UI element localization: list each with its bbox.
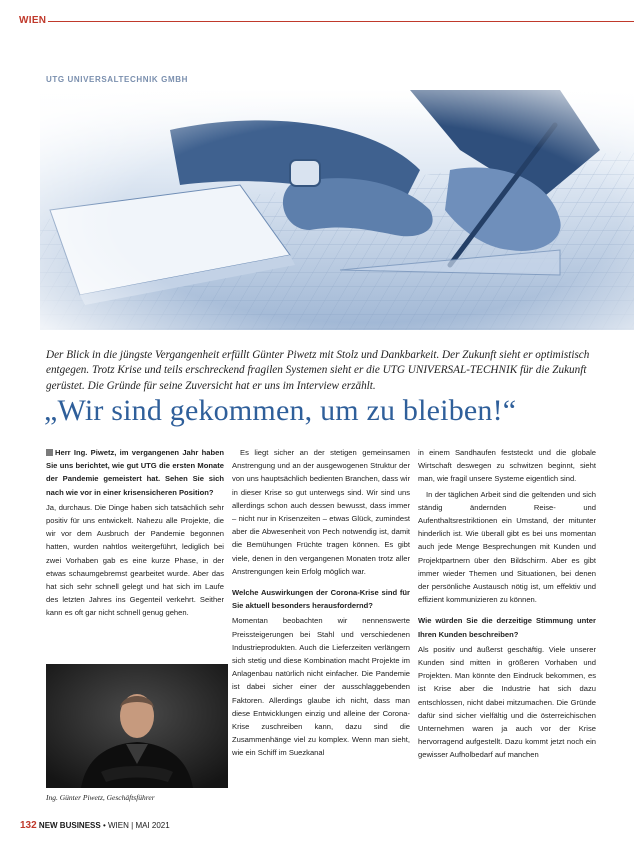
footer-separator: | <box>131 821 134 830</box>
article-lead: Der Blick in die jüngste Vergangenheit erfüllt Günter Piwetz mit Stolz und Dankbarkeit. Der Zukunft sieht er optimistisch entgegen. Trotz Krise und teils erschreckend fragilen Systemen sieht er die UTG UNIVERSAL-TECHNIK für die Zukunft gerüstet. Die Gründe für seine Zuversicht hat er uns im Interview erzählt. <box>46 349 590 392</box>
article-headline: „Wir sind gekommen, um zu bleiben!“ <box>44 394 517 427</box>
footer-issue: MAI 2021 <box>135 821 170 830</box>
start-marker <box>46 449 53 456</box>
section-label: WIEN <box>19 15 47 26</box>
page-number: 132 <box>20 820 37 831</box>
question-3: Wie würden Sie die derzeitige Stimmung unter Ihren Kunden beschreiben? <box>418 616 596 639</box>
text-column-3 <box>418 446 596 764</box>
answer-2: Momentan beobachten wir nennenswerte Preissteigerungen bei Stahl und verschiedenen Industrieprodukten. Auch die Lieferzeiten verlängern sich stetig und diese Kombination macht Projekte im Anlagenbau natürlich nicht einfacher. Die Pandemie ist dabei sicher einer der ausschlaggebenden Faktoren. Allerdings glaube ich nicht, dass man diese Entwicklungen einzig und alleine der Corona-Krise zuschreiben kann, dazu sind die Zusammenhänge viel zu komplex. Wenn man sieht, wie ein Schiff im Suezkanal <box>232 616 410 758</box>
text-column-1 <box>46 446 224 622</box>
section-rule <box>48 21 634 22</box>
hero-illustration <box>40 90 634 330</box>
paragraph: Es liegt sicher an der stetigen gemeinsamen Anstrengung und an der ausgewogenen Struktur der von uns hauptsächlich bedienten Branchen, dass wir in dieser Krise so gut unterwegs sind. Wir sind uns allerdings schon auch dessen bewusst, dass immer – nicht nur in Krisenzeiten – etwas Glück, zumindest aber die Abwesenheit von Pech notwendig ist, damit die Bemühungen Früchte tragen können. Es gibt viele, denen in den vergangenen Monaten trotz aller Anstrengungen kein Erfolg möglich war. <box>232 448 410 576</box>
text-column-2 <box>232 446 410 762</box>
footer-bullet: • <box>102 821 106 830</box>
company-name: UTG UNIVERSALTECHNIK GMBH <box>46 75 188 84</box>
page-footer <box>20 820 170 831</box>
portrait-photo <box>46 664 228 788</box>
answer-1: Ja, durchaus. Die Dinge haben sich tatsächlich sehr positiv für uns entwickelt. Nahezu alle Projekte, die wir vor dem Ausbruch der Pandemie begonnen hatten, wurden nahtlos weitergeführt, lediglich bei zwei Vorhaben gab es eine kurze Phase, in der etwas schaumgebremst gearbeitet wurde. Aber das hat sich sehr schnell gelegt und hat sich im Laufe des letzten Jahres ins Gegenteil verkehrt. Seither kann es oft gar nicht schnell genug gehen. <box>46 502 224 618</box>
answer-3: Als positiv und äußerst geschäftig. Viele unserer Kunden sind mitten in größeren Vorhaben und Projekten. Man könnte den Eindruck bekommen, es ist Krise aber die Industrie hat sich dazu entschlossen, nicht dabei mitzumachen. Die Gründe dafür sind sicher vielfältig und die österreichischen Unternehmen waren ja auch vor der Krise hervorragend aufgestellt. Dazu kommt jetzt noch ein gewisser Aufholbedarf auf manchen <box>418 644 596 760</box>
photo-caption: Ing. Günter Piwetz, Geschäftsführer <box>46 793 155 802</box>
portrait-illustration <box>46 664 228 788</box>
hero-image <box>40 90 634 330</box>
footer-section: WIEN <box>108 821 129 830</box>
magazine-brand: NEW BUSINESS <box>38 821 101 830</box>
question-1 <box>46 446 224 499</box>
paragraph: In der täglichen Arbeit sind die geltenden und sich ständig ändernden Reise- und Aufenthaltsrestriktionen ein Umstand, der mitunter hinderlich ist. Wie überall gibt es bei uns momentan auch jede Menge Besprechungen mit Kunden und Projektpartnern über den Bildschirm. Aber es gibt immer wieder Themen und Situationen, bei denen der persönliche Austausch nötig ist, um effektiv und effizient kommunizieren zu können. <box>418 489 596 605</box>
question-2: Welche Auswirkungen der Corona-Krise sind für Sie aktuell besonders herausfordernd? <box>232 588 410 611</box>
paragraph: in einem Sandhaufen feststeckt und die globale Wirtschaft deswegen zu schwitzen beginnt, sieht man, wie fragil unsere Systeme eigentlich sind. <box>418 448 596 484</box>
question-1-text: Herr Ing. Piwetz, im vergangenen Jahr haben Sie uns berichtet, wie gut UTG die ersten Monate der Pandemie gemeistert hat. Sehen Sie sich nach wie vor in einer krisensicheren Position? <box>46 448 224 497</box>
